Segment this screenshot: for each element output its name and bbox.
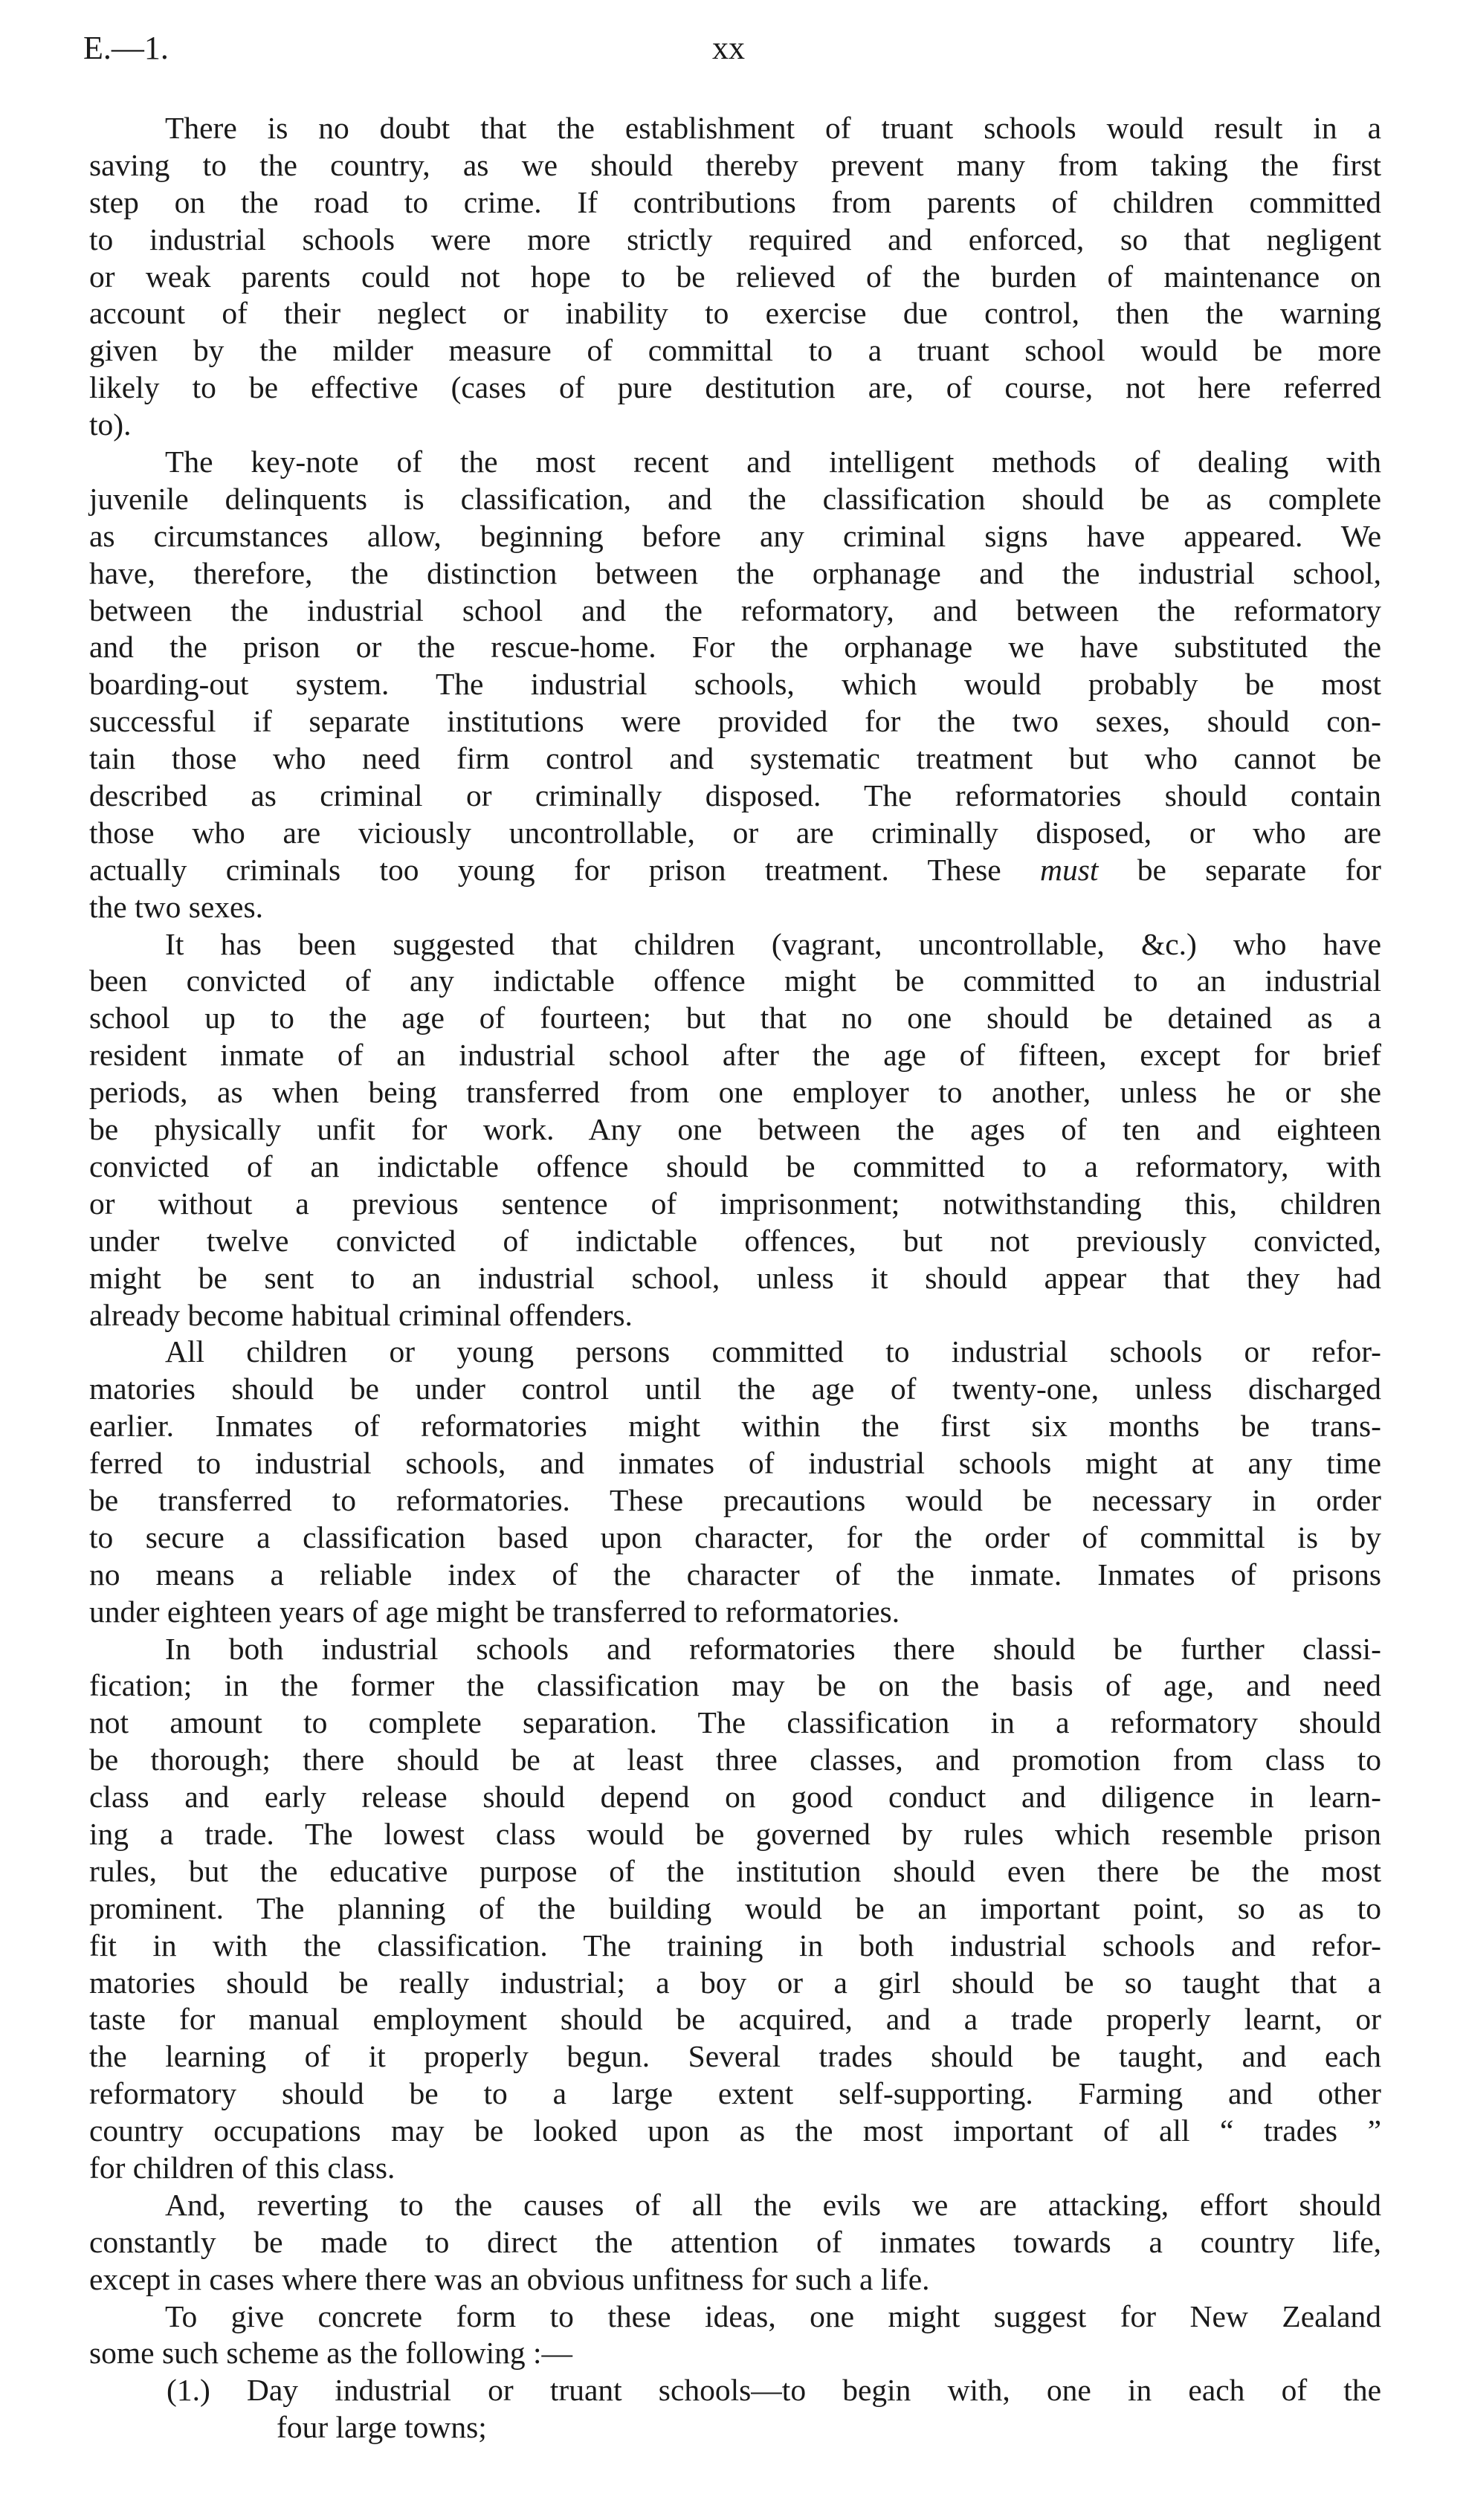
- document-body: [89, 110, 1381, 2446]
- text-line: step on the road to crime. If contributions from parents of children committed: [89, 184, 1381, 219]
- text-fragment: actually criminals too young for prison treatment. These: [89, 852, 1040, 887]
- text-line: and the prison or the rescue-home. For the orphanage we have substituted the: [89, 630, 1381, 665]
- text-line: some such scheme as the following :—: [89, 2336, 573, 2371]
- text-line: successful if separate institutions were provided for the two sexes, should con-: [89, 704, 1381, 739]
- text-line: under twelve convicted of indictable offences, but not previously convicted,: [89, 1223, 1381, 1258]
- text-line: convicted of an indictable offence should be committed to a reformatory, with: [89, 1148, 1381, 1183]
- text-line: matories should be really industrial; a boy or a girl should be so taught that a: [89, 1965, 1381, 2000]
- text-line: reformatory should be to a large extent self-supporting. Farming and other: [89, 2076, 1381, 2111]
- paragraph: [89, 110, 1381, 444]
- emphasis: must: [1040, 852, 1099, 887]
- text-line: between the industrial school and the reformatory, and between the reformatory: [89, 592, 1381, 627]
- text-line: resident inmate of an industrial school after the age of fifteen, except for brief: [89, 1038, 1381, 1073]
- text-line: It has been suggested that children (vagrant, uncontrollable, &c.) who have: [165, 926, 1381, 961]
- text-line: periods, as when being transferred from one employer to another, unless he or she: [89, 1075, 1381, 1110]
- text-line: or without a previous sentence of imprisonment; notwithstanding this, children: [89, 1186, 1381, 1221]
- text-line: matories should be under control until the age of twenty-one, unless discharged: [89, 1372, 1381, 1406]
- text-line: boarding-out system. The industrial schools, which would probably be most: [89, 667, 1381, 702]
- text-fragment: be separate for: [1098, 852, 1381, 887]
- page-number: xx: [712, 30, 745, 66]
- text-line: juvenile delinquents is classification, and the classification should be as complete: [89, 481, 1381, 516]
- text-line: In both industrial schools and reformatories there should be further classi-: [165, 1631, 1381, 1666]
- text-line: no means a reliable index of the character of the inmate. Inmates of prisons: [89, 1557, 1381, 1592]
- text-line: saving to the country, as we should thereby prevent many from taking the first: [89, 147, 1381, 182]
- text-line: taste for manual employment should be acquired, and a trade properly learnt, or: [89, 2002, 1381, 2037]
- text-line: class and early release should depend on good conduct and diligence in learn-: [89, 1780, 1381, 1815]
- text-line: the two sexes.: [89, 889, 263, 924]
- text-line: And, reverting to the causes of all the evils we are attacking, effort should: [165, 2187, 1381, 2222]
- paragraph: [89, 444, 1381, 926]
- text-line: to secure a classification based upon character, for the order of committal is by: [89, 1519, 1381, 1554]
- text-line: [89, 852, 1381, 889]
- text-line: might be sent to an industrial school, unless it should appear that they had: [89, 1260, 1381, 1295]
- text-line: country occupations may be looked upon as the most important of all “ trades ”: [89, 2113, 1381, 2148]
- text-line: those who are viciously uncontrollable, or are criminally disposed, or who are: [89, 815, 1381, 850]
- text-line: likely to be effective (cases of pure destitution are, of course, not here referred: [89, 370, 1381, 405]
- text-line: rules, but the educative purpose of the institution should even there be the most: [89, 1853, 1381, 1888]
- document-code: E.—1.: [83, 30, 169, 66]
- list-item: [89, 2372, 1381, 2446]
- text-line: under eighteen years of age might be transferred to reformatories.: [89, 1594, 900, 1629]
- text-line: (1.) Day industrial or truant schools—to begin with, one in each of the: [167, 2373, 1381, 2408]
- paragraph: [89, 1631, 1381, 2187]
- text-line: There is no doubt that the establishment of truant schools would result in a: [165, 111, 1381, 145]
- text-line: ing a trade. The lowest class would be governed by rules which resemble prison: [89, 1816, 1381, 1851]
- text-line: been convicted of any indictable offence might be committed to an industrial: [89, 963, 1381, 998]
- text-line: account of their neglect or inability to exercise due control, then the warning: [89, 296, 1381, 331]
- text-line: To give concrete form to these ideas, one might suggest for New Zealand: [165, 2298, 1381, 2333]
- text-line: or weak parents could not hope to be relieved of the burden of maintenance on: [89, 259, 1381, 294]
- text-line: All children or young persons committed to industrial schools or refor-: [165, 1334, 1381, 1369]
- text-line: The key-note of the most recent and intelligent methods of dealing with: [165, 445, 1381, 479]
- text-line: described as criminal or criminally disposed. The reformatories should contain: [89, 778, 1381, 813]
- text-line: constantly be made to direct the attention of inmates towards a country life,: [89, 2224, 1381, 2259]
- text-line: school up to the age of fourteen; but that no one should be detained as a: [89, 1001, 1381, 1036]
- text-line: as circumstances allow, beginning before any criminal signs have appeared. We: [89, 518, 1381, 553]
- text-line: be transferred to reformatories. These precautions would be necessary in order: [89, 1482, 1381, 1517]
- text-line: be thorough; there should be at least three classes, and promotion from class to: [89, 1742, 1381, 1777]
- text-line: except in cases where there was an obvious unfitness for such a life.: [89, 2261, 930, 2296]
- paragraph: [89, 2298, 1381, 2373]
- text-line: tain those who need firm control and systematic treatment but who cannot be: [89, 741, 1381, 776]
- text-line: earlier. Inmates of reformatories might within the first six months be trans-: [89, 1409, 1381, 1444]
- text-line: already become habitual criminal offenders.: [89, 1297, 633, 1332]
- text-line: have, therefore, the distinction between the orphanage and the industrial school,: [89, 555, 1381, 590]
- text-line: the learning of it properly begun. Several trades should be taught, and each: [89, 2039, 1381, 2074]
- text-line: fit in with the classification. The training in both industrial schools and refor-: [89, 1928, 1381, 1962]
- paragraph: [89, 926, 1381, 1334]
- text-line: not amount to complete separation. The classification in a reformatory should: [89, 1705, 1381, 1740]
- text-line: to).: [89, 407, 132, 442]
- text-line: for children of this class.: [89, 2150, 395, 2185]
- text-line: prominent. The planning of the building would be an important point, so as to: [89, 1890, 1381, 1925]
- paragraph: [89, 2187, 1381, 2298]
- paragraph: [89, 1334, 1381, 1630]
- text-line: to industrial schools were more strictly required and enforced, so that negligent: [89, 222, 1381, 256]
- text-line: four large towns;: [277, 2410, 487, 2445]
- text-line: fication; in the former the classification may be on the basis of age, and need: [89, 1668, 1381, 1703]
- text-line: be physically unfit for work. Any one between the ages of ten and eighteen: [89, 1112, 1381, 1147]
- text-line: given by the milder measure of committal to a truant school would be more: [89, 333, 1381, 368]
- text-line: ferred to industrial schools, and inmates of industrial schools might at any time: [89, 1446, 1381, 1481]
